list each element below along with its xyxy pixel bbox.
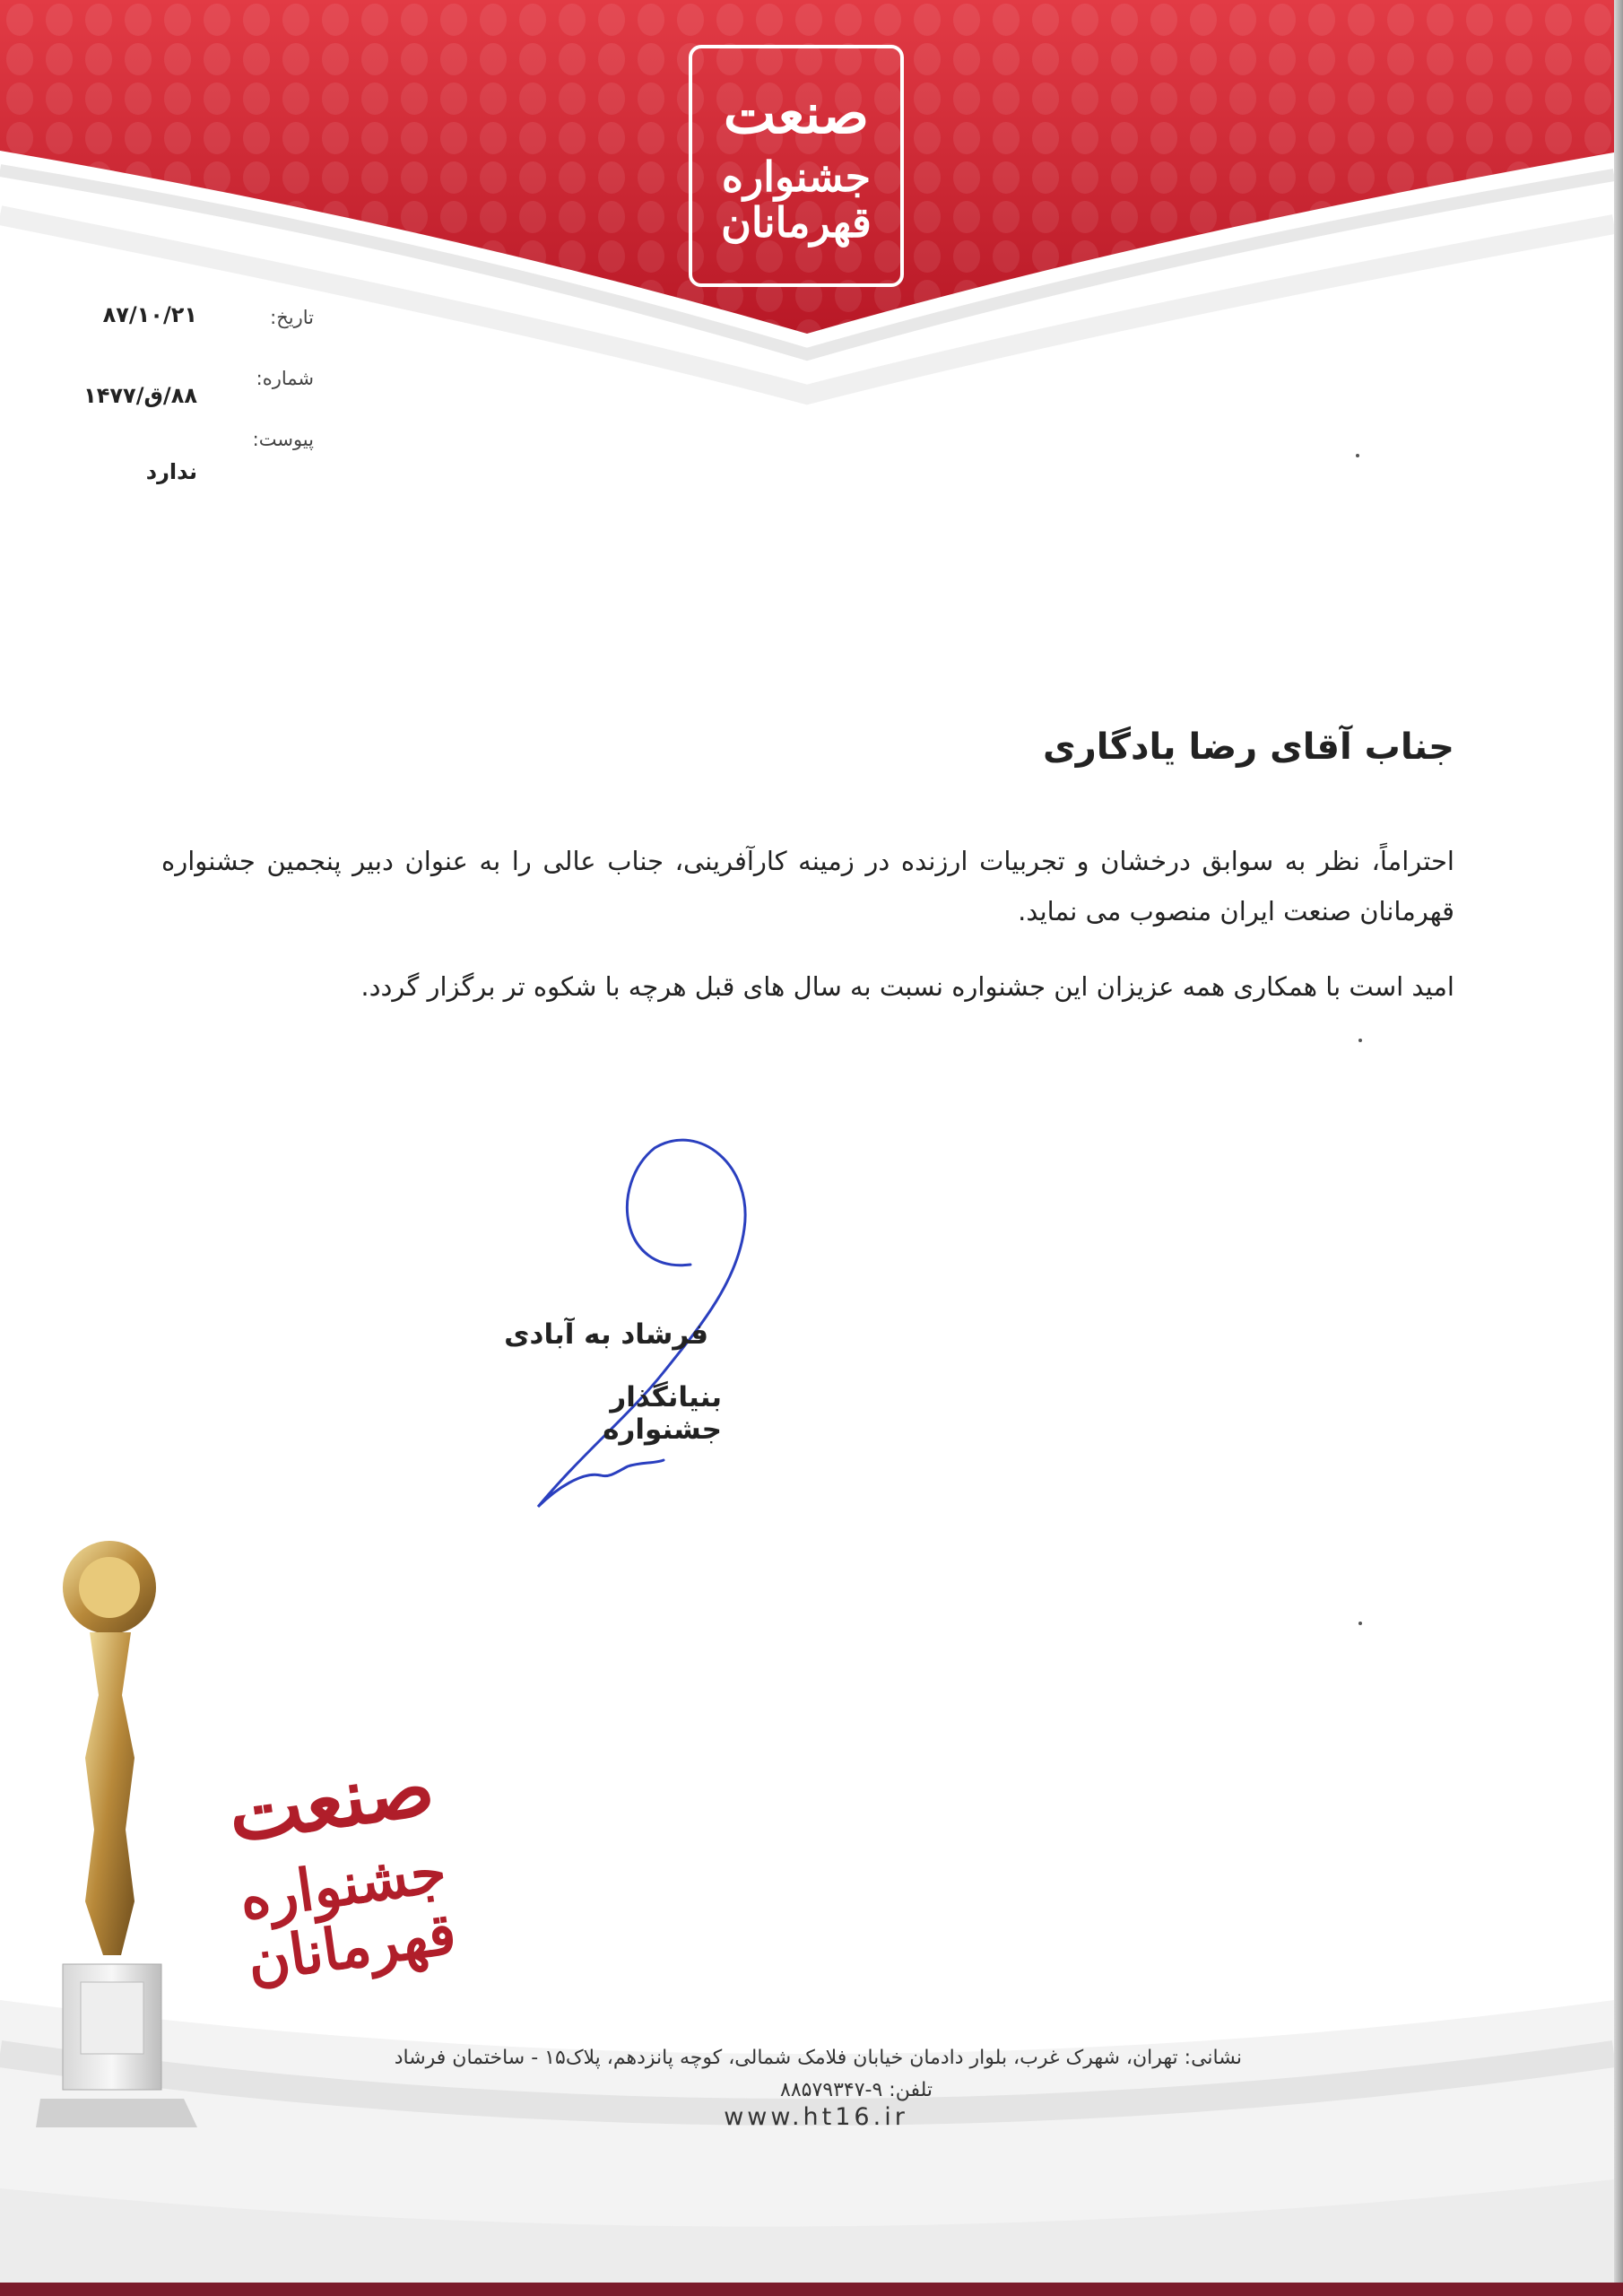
- date-label: تاریخ:: [270, 307, 314, 328]
- footer-brand-line1: صنعت: [221, 1738, 440, 1860]
- scan-speck: [1358, 1622, 1362, 1625]
- signer-name: فرشاد به آبادی: [504, 1318, 708, 1351]
- scan-edge-bottom: [0, 2283, 1623, 2296]
- scan-speck: [1356, 454, 1359, 457]
- date-value: ۸۷/۱۰/۲۱: [102, 302, 197, 327]
- salutation: جناب آقای رضا یادگاری: [1043, 726, 1454, 768]
- footer-phone: تلفن: ۹-۸۸۵۷۹۳۴۷: [780, 2079, 933, 2101]
- body-paragraph-2: امید است با همکاری همه عزیزان این جشنواره نسبت به سال های قبل هرچه با شکوه تر برگزار گردد.: [360, 971, 1454, 1002]
- footer-band: [0, 2000, 1614, 2283]
- header-logo-line2: جشنواره قهرمانان: [721, 152, 872, 247]
- scan-speck: [1358, 1039, 1362, 1042]
- attachment-value: ندارد: [145, 459, 197, 484]
- number-value: ۸۸/ق/۱۴۷۷: [83, 383, 197, 408]
- signer-title: بنیانگذار جشنواره: [603, 1381, 722, 1446]
- header-logo-line1: صنعت: [723, 81, 870, 147]
- body-paragraph-1: احتراماً، نظر به سوابق درخشان و تجربیات ارزنده در زمینه کارآفرینی، جناب عالی را به عنوان دبیر پنجمین جشنواره قهرمانان صنعت ایران منصوب می نماید.: [161, 846, 1454, 926]
- footer-brand-line2: جشنواره قهرمانان: [235, 1837, 461, 1996]
- footer-address: نشانی: تهران، شهرک غرب، بلوار دادمان خیابان فلامک شمالی، کوچه پانزدهم، پلاک۱۵ - ساختمان فرشاد: [394, 2047, 1242, 2069]
- footer-brand-logo: [161, 1701, 521, 2039]
- scan-edge-right: [1614, 0, 1623, 2296]
- attachment-label: پیوست:: [252, 429, 314, 450]
- number-label: شماره:: [256, 368, 314, 389]
- header-logo: [689, 45, 904, 287]
- footer-website: www.ht16.ir: [724, 2103, 908, 2131]
